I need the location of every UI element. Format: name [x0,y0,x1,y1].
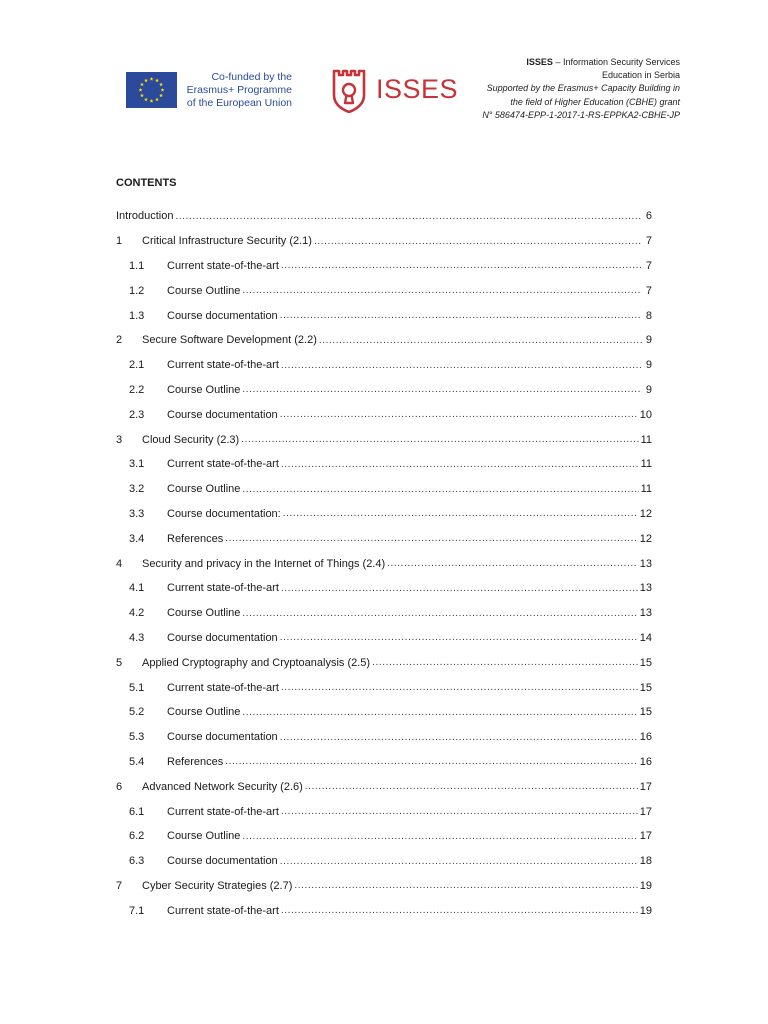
toc-entry-title: Course Outline [167,830,241,843]
toc-entry-number: 5.2 [129,706,145,719]
toc-dot-leader [281,260,642,271]
header-title-line [482,56,680,69]
toc-entry-page-number: 15 [639,656,652,669]
toc-entry-page-number: 17 [639,805,652,818]
eu-flag-logo [126,72,177,108]
toc-entry[interactable] [116,849,652,874]
toc-dot-leader [280,856,638,867]
toc-entry[interactable] [116,650,652,675]
header-grant-line-2: the field of Higher Education (CBHE) grant [510,96,680,107]
toc-entry-number: 5.4 [129,755,145,768]
toc-entry-title: Current state-of-the-art [167,681,279,694]
toc-entry-number: 2.2 [129,383,145,396]
header-grant-line-1: Supported by the Erasmus+ Capacity Building in [486,83,680,94]
toc-entry[interactable] [116,675,652,700]
toc-entry-page-number: 13 [639,582,652,595]
toc-entry-title: Course documentation [167,309,278,322]
toc-entry[interactable] [116,278,652,303]
toc-entry[interactable] [116,229,652,254]
toc-entry[interactable] [116,601,652,626]
toc-entry-title: Current state-of-the-art [167,259,279,272]
toc-entry-number: 3.1 [129,458,145,471]
toc-dot-leader [305,781,638,792]
toc-entry-page-number: 7 [645,259,652,272]
toc-entry-page-number: 16 [639,755,652,768]
toc-entry-number: 1.2 [129,284,145,297]
toc-entry[interactable] [116,526,652,551]
toc-entry[interactable] [116,502,652,527]
toc-entry-title: Cyber Security Strategies (2.7) [142,879,293,892]
toc-entry-page-number: 14 [639,631,652,644]
document-header [482,56,680,122]
toc-entry-page-number: 9 [645,359,652,372]
toc-entry-title: Critical Infrastructure Security (2.1) [142,235,312,248]
toc-entry-number: 6 [116,780,123,793]
eu-cofunded-text [184,71,292,110]
toc-dot-leader [175,211,642,222]
toc-dot-leader [242,285,642,296]
toc-entry-title: Secure Software Development (2.2) [142,334,317,347]
toc-entry-page-number: 9 [645,383,652,396]
toc-entry-number: 3.2 [129,483,145,496]
toc-entry[interactable] [116,725,652,750]
toc-entry-number: 2.3 [129,408,145,421]
toc-dot-leader [372,657,638,668]
toc-entry[interactable] [116,452,652,477]
toc-dot-leader [225,756,637,767]
toc-dot-leader [242,384,642,395]
toc-dot-leader [314,236,642,247]
toc-entry[interactable] [116,898,652,923]
toc-entry-number: 6.1 [129,805,145,818]
toc-entry-title: References [167,532,224,545]
header-title-rest: – Information Security Services [552,57,680,67]
toc-entry-number: 6.2 [129,830,145,843]
eu-text-line-3: of the European Union [186,97,292,109]
toc-dot-leader [294,880,637,891]
toc-entry-number: 2.1 [129,359,145,372]
toc-entry-title: Advanced Network Security (2.6) [142,780,303,793]
toc-entry-title: Course documentation [167,408,278,421]
toc-entry-number: 2 [116,334,123,347]
toc-entry-page-number: 16 [639,731,652,744]
toc-entry-title: Course Outline [167,383,241,396]
isses-logo-wordmark: ISSES [376,74,459,104]
toc-entry[interactable] [116,700,652,725]
toc-entry-title: Course Outline [167,706,241,719]
toc-entry-number: 3.4 [129,532,145,545]
toc-entry-page-number: 15 [639,706,652,719]
toc-entry[interactable] [116,477,652,502]
toc-entry-page-number: 9 [645,334,652,347]
toc-entry[interactable] [116,626,652,651]
contents-heading: CONTENTS [116,177,177,189]
toc-entry-page-number: 7 [645,284,652,297]
toc-entry[interactable] [116,774,652,799]
toc-entry-number: 5.3 [129,731,145,744]
toc-dot-leader [242,484,638,495]
toc-dot-leader [283,508,638,519]
toc-entry-number: 7 [116,879,123,892]
header-grant-number: N° 586474-EPP-1-2017-1-RS-EPPKA2-CBHE-JP [482,109,680,120]
toc-entry[interactable] [116,378,652,403]
toc-entry-title: Applied Cryptography and Cryptoanalysis (2.5) [142,656,371,669]
eu-text-line-2: Erasmus+ Programme [186,84,292,96]
toc-dot-leader [281,360,642,371]
toc-entry-title: Course documentation: [167,507,281,520]
toc-entry-number: 4 [116,557,123,570]
toc-entry-number: 5.1 [129,681,145,694]
toc-entry-title: Course documentation [167,631,278,644]
toc-entry[interactable] [116,427,652,452]
toc-entry-page-number: 15 [639,681,652,694]
toc-entry-title: Course Outline [167,284,241,297]
header-title-line-2: Education in Serbia [601,70,680,81]
toc-dot-leader [241,434,638,445]
isses-castle-icon [330,65,368,113]
toc-entry-number: 4.1 [129,582,145,595]
toc-entry-number: 7.1 [129,904,145,917]
toc-entry-title: Course documentation [167,855,278,868]
toc-entry-title: Current state-of-the-art [167,359,279,372]
toc-entry[interactable] [116,750,652,775]
toc-entry-title: Current state-of-the-art [167,458,279,471]
toc-entry-page-number: 10 [639,408,652,421]
toc-entry-title: Course Outline [167,607,241,620]
toc-entry-number: 1.3 [129,309,145,322]
toc-entry-number: 4.2 [129,607,145,620]
toc-entry-page-number: 11 [640,433,652,446]
toc-entry-title: Current state-of-the-art [167,582,279,595]
toc-entry-page-number: 12 [639,507,652,520]
toc-entry-number: 4.3 [129,631,145,644]
toc-entry[interactable] [116,551,652,576]
toc-entry[interactable] [116,328,652,353]
toc-entry[interactable] [116,254,652,279]
toc-entry[interactable] [116,353,652,378]
toc-dot-leader [319,335,642,346]
toc-entry-page-number: 17 [639,830,652,843]
toc-entry-title: Cloud Security (2.3) [142,433,240,446]
toc-dot-leader [281,583,638,594]
toc-entry-number: 5 [116,656,123,669]
toc-entry-page-number: 11 [640,483,652,496]
toc-dot-leader [242,608,637,619]
toc-dot-leader [280,632,638,643]
toc-entry-number: 1.1 [129,259,145,272]
toc-entry[interactable] [116,576,652,601]
toc-entry-number: 3.3 [129,507,145,520]
toc-entry-title: Course Outline [167,483,241,496]
toc-entry[interactable] [116,402,652,427]
toc-entry[interactable] [116,204,652,229]
toc-entry-title: Security and privacy in the Internet of Things (2.4) [142,557,386,570]
toc-dot-leader [281,806,638,817]
toc-entry-page-number: 13 [639,557,652,570]
toc-entry-number: 6.3 [129,855,145,868]
toc-dot-leader [280,409,638,420]
eu-text-line-1: Co-funded by the [211,71,292,83]
toc-dot-leader [281,682,638,693]
toc-dot-leader [280,310,642,321]
toc-entry-title: Course documentation [167,731,278,744]
toc-dot-leader [280,732,638,743]
toc-entry-page-number: 7 [645,235,652,248]
toc-dot-leader [242,831,637,842]
toc-entry[interactable] [116,824,652,849]
toc-entry-number: 3 [116,433,123,446]
toc-entry-page-number: 19 [639,904,652,917]
toc-entry-title: Current state-of-the-art [167,805,279,818]
toc-dot-leader [387,558,638,569]
toc-entry-title: Introduction [116,210,174,223]
toc-entry[interactable] [116,874,652,899]
toc-entry-title: Current state-of-the-art [167,904,279,917]
toc-dot-leader [281,459,639,470]
header-title-abbr: ISSES [526,57,553,67]
toc-entry-page-number: 13 [639,607,652,620]
toc-dot-leader [225,533,637,544]
toc-entry[interactable] [116,799,652,824]
toc-dot-leader [281,905,638,916]
toc-entry-page-number: 17 [639,780,652,793]
toc-entry-page-number: 19 [639,879,652,892]
toc-entry-page-number: 11 [640,458,652,471]
toc-entry-page-number: 8 [645,309,652,322]
toc-entry-page-number: 18 [639,855,652,868]
toc-entry-title: References [167,755,224,768]
toc-dot-leader [242,707,637,718]
toc-entry-page-number: 12 [639,532,652,545]
toc-entry[interactable] [116,303,652,328]
toc-entry-number: 1 [116,235,123,248]
table-of-contents [116,204,652,923]
toc-entry-page-number: 6 [645,210,652,223]
